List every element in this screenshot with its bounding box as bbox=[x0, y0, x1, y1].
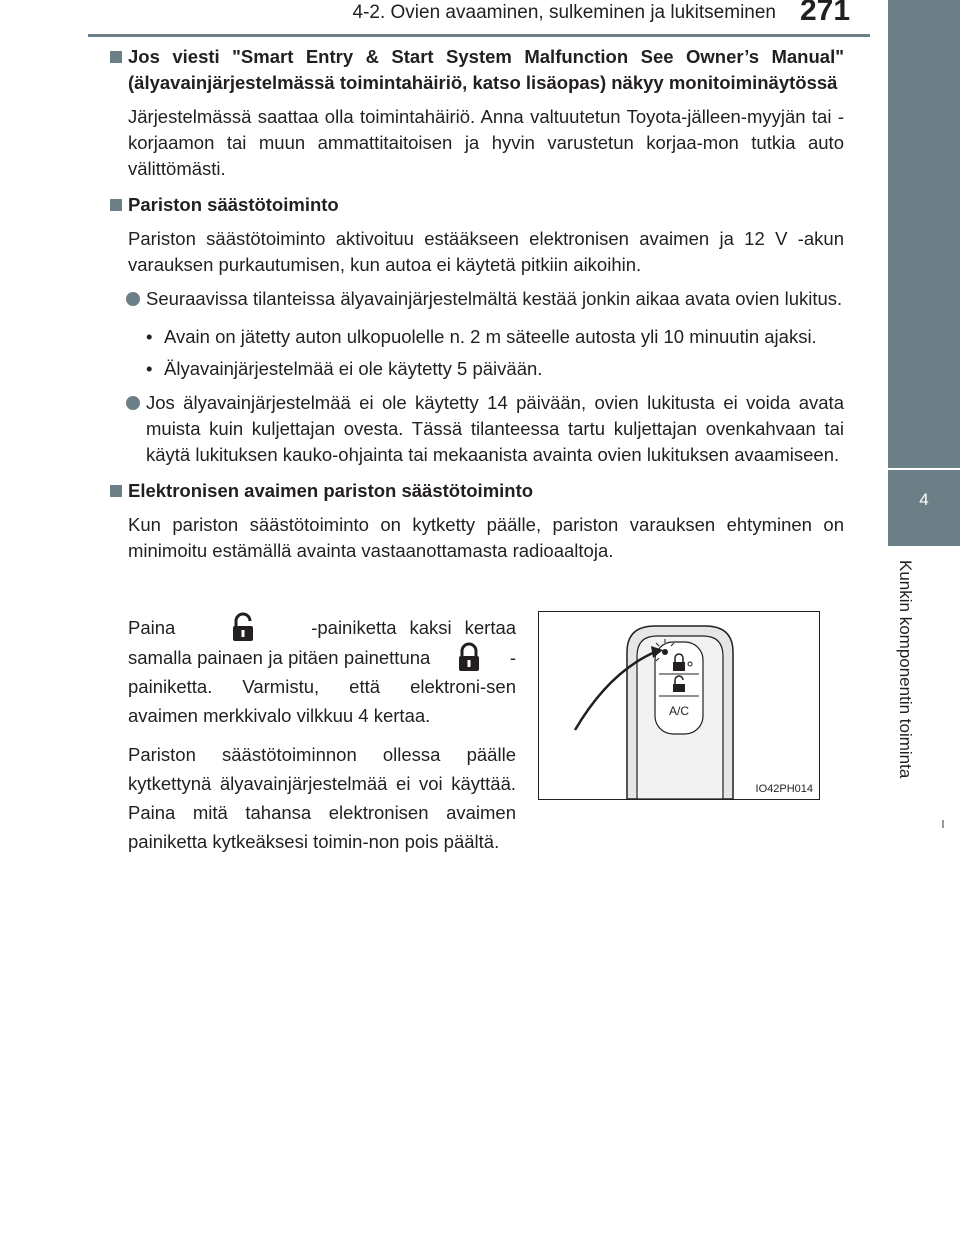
list-item-text: Jos älyavainjärjestelmää ei ole käytetty 14 päivään, ovien lukitusta ei voida avata muista kuin kuljettajan ovesta. Tässä tilanteessa tartu kuljettajan ovenkahvaan tai käytä lukituksen kauko-ohjainta tai mekaanista avainta ovien lukituksen avaamiseen. bbox=[146, 392, 844, 465]
page-number: 271 bbox=[800, 0, 851, 27]
figure-code: IO42PH014 bbox=[755, 783, 813, 795]
instruction-column bbox=[128, 612, 516, 866]
key-fob-figure bbox=[538, 611, 820, 800]
circle-bullet-icon bbox=[126, 396, 140, 410]
dot-bullet-icon: • bbox=[146, 358, 153, 379]
unlock-icon bbox=[229, 612, 257, 642]
tab-tick-mark bbox=[942, 820, 944, 828]
chapter-label bbox=[883, 560, 923, 820]
paragraph-key-battery: Kun pariston säästötoiminto on kytketty päälle, pariston varauksen ehtyminen on minimoitu estämällä avainta vastaanottamasta radioaaltoja. bbox=[128, 514, 844, 561]
sub-list-item bbox=[108, 356, 844, 382]
chapter-label-text: Kunkin komponentin toiminta bbox=[896, 560, 915, 779]
heading-text: Jos viesti "Smart Entry & Start System Malfunction See Owner’s Manual" (älyavainjärjestelmässä toimintahäiriö, katso lisäopas) näkyy monitoiminäytössä bbox=[128, 46, 844, 93]
section-heading-key-battery bbox=[108, 478, 844, 504]
paragraph-malfunction: Järjestelmässä saattaa olla toimintahäiriö. Anna valtuutetun Toyota-jälleen-myyjän tai -korjaamon tai muun ammattitaitoisen ja hyvin varustetun korjaa-mon tutkia auto välittömästi. bbox=[128, 106, 844, 179]
text-run: -painiketta kaksi kertaa samalla painaen ja pitäen painettuna bbox=[128, 617, 517, 668]
list-item-text: Seuraavissa tilanteissa älyavainjärjestelmältä kestää jonkin aikaa avata ovien lukitus. bbox=[146, 288, 843, 309]
text-run: -painiketta. Varmistu, että elektroni-sen avaimen merkkivalo vilkkuu 4 kertaa. bbox=[128, 647, 517, 726]
square-bullet-icon bbox=[110, 199, 122, 211]
side-tab-bar bbox=[888, 0, 960, 468]
lock-icon bbox=[455, 642, 483, 672]
sub-list-item-text: Avain on jätetty auton ulkopuolelle n. 2 m säteelle autosta yli 10 minuutin ajaksi. bbox=[164, 326, 817, 347]
paragraph-battery-saving: Pariston säästötoiminto aktivoituu estääkseen elektronisen avaimen ja 12 V -akun varauksen purkautumisen, kun autoa ei käytetä pitkiin aikoihin. bbox=[128, 228, 844, 275]
main-content bbox=[108, 44, 844, 564]
heading-text: Pariston säästötoiminto bbox=[128, 194, 339, 215]
circle-bullet-icon bbox=[126, 292, 140, 306]
text-run: Paina bbox=[128, 617, 176, 638]
chapter-tab bbox=[888, 470, 960, 546]
key-fob-illustration bbox=[539, 612, 819, 799]
indicator-light bbox=[662, 649, 668, 655]
list-item bbox=[108, 390, 844, 468]
running-header: 4-2. Ovien avaaminen, sulkeminen ja lukitseminen bbox=[352, 2, 776, 23]
header-rule bbox=[88, 34, 870, 37]
section-heading-battery-saving bbox=[108, 192, 844, 218]
ac-button-label: A/C bbox=[668, 704, 690, 718]
section-heading-malfunction bbox=[108, 44, 844, 96]
instruction-paragraph bbox=[128, 612, 516, 730]
sub-list-item bbox=[108, 324, 844, 350]
list-item bbox=[108, 286, 844, 312]
square-bullet-icon bbox=[110, 485, 122, 497]
sub-list-item-text: Älyavainjärjestelmää ei ole käytetty 5 päivään. bbox=[164, 358, 543, 379]
instruction-paragraph: Pariston säästötoiminnon ollessa päälle kytkettynä älyavainjärjestelmää ei voi käyttää. Paina mitä tahansa elektronisen avaimen painiketta kytkeäksesi toimin-non pois päältä. bbox=[128, 744, 516, 852]
dot-bullet-icon: • bbox=[146, 326, 153, 347]
heading-text: Elektronisen avaimen pariston säästötoiminto bbox=[128, 480, 534, 501]
square-bullet-icon bbox=[110, 51, 122, 63]
chapter-number: 4 bbox=[919, 490, 929, 509]
